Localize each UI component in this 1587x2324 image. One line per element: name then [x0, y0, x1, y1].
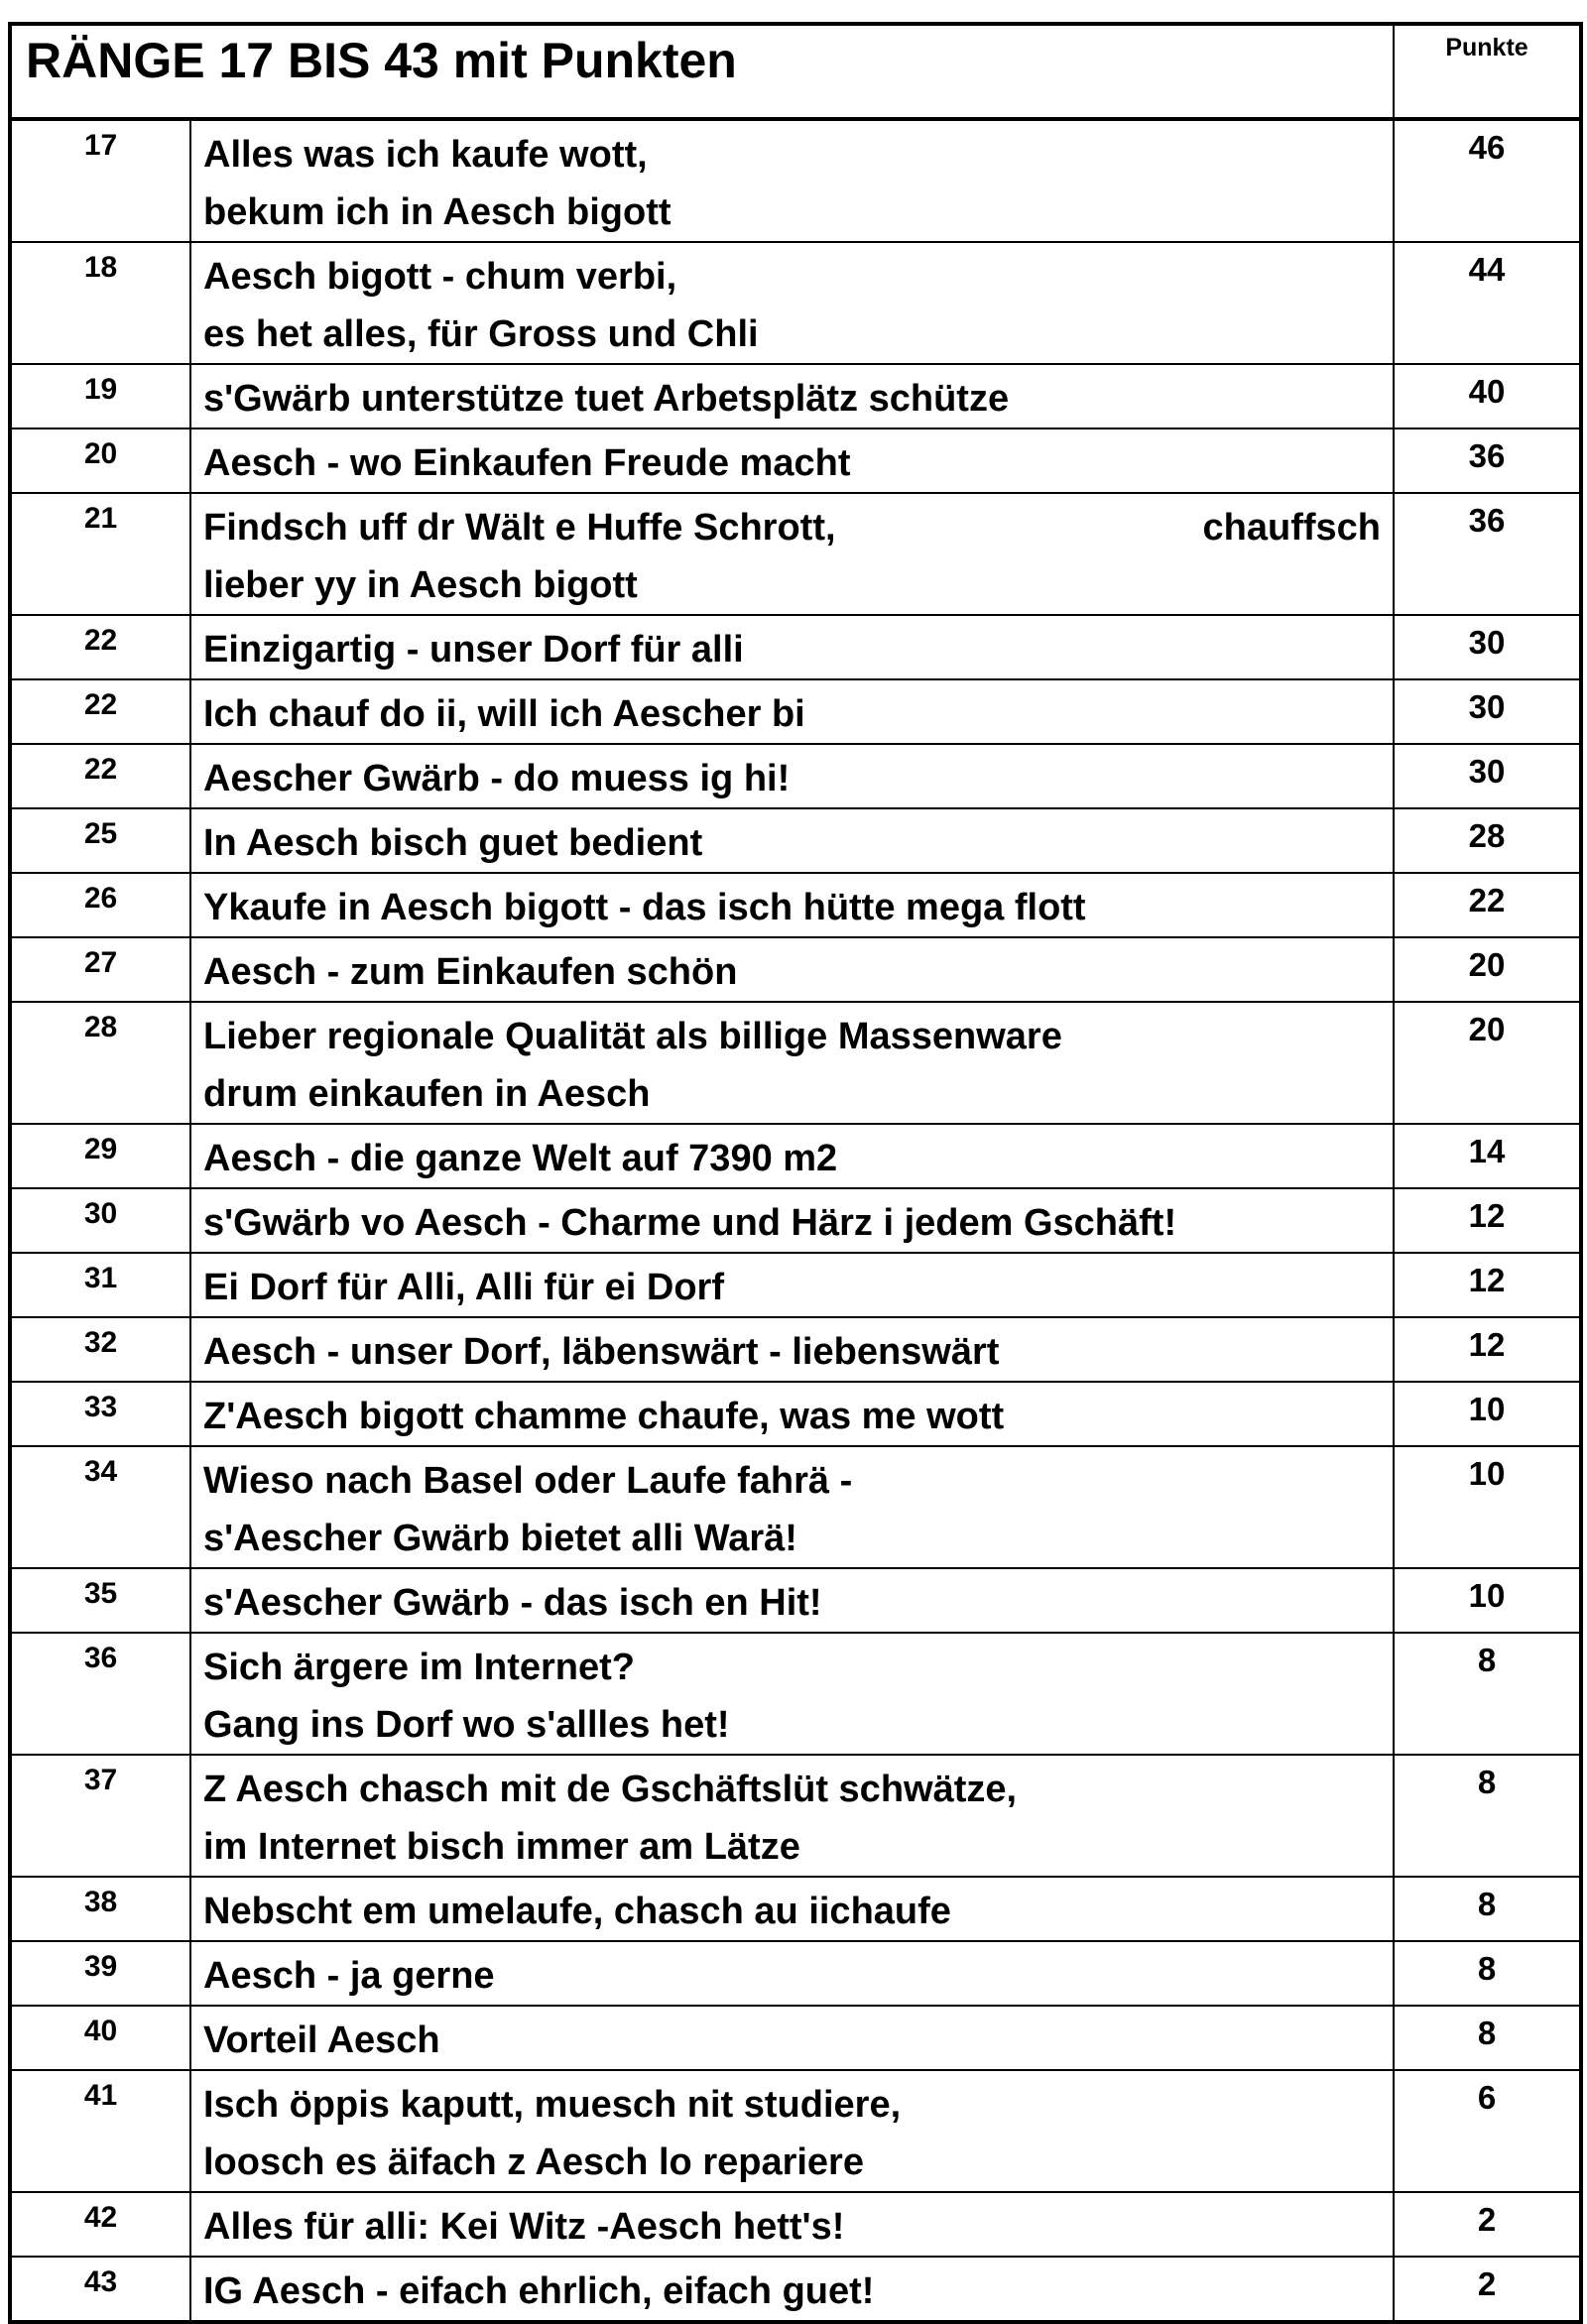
rank-cell: 30: [10, 1188, 190, 1253]
table-title: RÄNGE 17 BIS 43 mit Punkten: [10, 24, 1394, 119]
rank-cell: 33: [10, 1382, 190, 1446]
table-row: [10, 1124, 1581, 1188]
slogan-line: [203, 499, 1381, 556]
rank-cell: 22: [10, 744, 190, 808]
table-row: [10, 364, 1581, 428]
points-column-header: Punkte: [1394, 24, 1581, 119]
slogan-line: s'Aescher Gwärb bietet alli Warä!: [203, 1518, 797, 1559]
points-cell: 36: [1394, 493, 1581, 615]
slogan-line: Ich chauf do ii, will ich Aescher bi: [203, 693, 805, 735]
slogan-cell: [190, 2006, 1394, 2070]
table-row: [10, 1755, 1581, 1877]
slogan-cell: [190, 1253, 1394, 1317]
table-row: [10, 615, 1581, 679]
points-cell: 2: [1394, 2257, 1581, 2322]
points-cell: 8: [1394, 1877, 1581, 1941]
slogan-line-text: Findsch uff dr Wält e Huffe Schrott,: [203, 507, 836, 549]
slogan-cell: [190, 1446, 1394, 1568]
table-row: [10, 119, 1581, 242]
slogan-line: loosch es äifach z Aesch lo repariere: [203, 2141, 864, 2183]
table-row: [10, 2257, 1581, 2322]
rank-cell: 20: [10, 428, 190, 493]
slogan-line: Sich ärgere im Internet?: [203, 1647, 636, 1688]
rank-cell: 27: [10, 937, 190, 1002]
slogan-line: Aesch - wo Einkaufen Freude macht: [203, 442, 851, 484]
slogan-line: Aesch bigott - chum verbi,: [203, 256, 677, 298]
slogan-line: s'Aescher Gwärb - das isch en Hit!: [203, 1582, 822, 1624]
slogan-line: Alles was ich kaufe wott,: [203, 134, 648, 176]
slogan-cell: [190, 1317, 1394, 1382]
points-cell: 8: [1394, 1633, 1581, 1755]
rank-cell: 32: [10, 1317, 190, 1382]
rank-cell: 38: [10, 1877, 190, 1941]
table-row: [10, 679, 1581, 744]
slogan-line: drum einkaufen in Aesch: [203, 1073, 651, 1115]
slogan-line: s'Gwärb vo Aesch - Charme und Härz i jedem Gschäft!: [203, 1202, 1177, 1244]
points-cell: 20: [1394, 937, 1581, 1002]
points-cell: 10: [1394, 1382, 1581, 1446]
slogan-cell: [190, 937, 1394, 1002]
points-cell: 14: [1394, 1124, 1581, 1188]
points-cell: 8: [1394, 1755, 1581, 1877]
rank-cell: 40: [10, 2006, 190, 2070]
points-cell: 6: [1394, 2070, 1581, 2192]
points-cell: 28: [1394, 808, 1581, 873]
table-row: [10, 873, 1581, 937]
slogan-cell: [190, 242, 1394, 364]
slogan-cell: [190, 1568, 1394, 1633]
rank-cell: 42: [10, 2192, 190, 2257]
slogan-cell: [190, 808, 1394, 873]
points-cell: 2: [1394, 2192, 1581, 2257]
points-cell: 12: [1394, 1317, 1581, 1382]
rank-cell: 39: [10, 1941, 190, 2006]
table-row: [10, 808, 1581, 873]
slogan-line: es het alles, für Gross und Chli: [203, 313, 759, 355]
slogan-cell: [190, 2070, 1394, 2192]
rank-cell: 26: [10, 873, 190, 937]
points-cell: 44: [1394, 242, 1581, 364]
slogan-cell: [190, 1633, 1394, 1755]
ranking-table: [8, 22, 1583, 2324]
rank-cell: 36: [10, 1633, 190, 1755]
rank-cell: 37: [10, 1755, 190, 1877]
header-row: [10, 24, 1581, 119]
slogan-cell: [190, 1382, 1394, 1446]
table-row: [10, 2006, 1581, 2070]
table-row: [10, 1002, 1581, 1124]
slogan-cell: [190, 1002, 1394, 1124]
slogan-line: Ei Dorf für Alli, Alli für ei Dorf: [203, 1267, 724, 1308]
slogan-cell: [190, 1941, 1394, 2006]
table-row: [10, 1382, 1581, 1446]
slogan-line: Alles für alli: Kei Witz -Aesch hett's!: [203, 2206, 845, 2248]
slogan-cell: [190, 615, 1394, 679]
slogan-line: Ykaufe in Aesch bigott - das isch hütte mega flott: [203, 887, 1086, 928]
slogan-cell: [190, 1755, 1394, 1877]
rank-cell: 19: [10, 364, 190, 428]
rank-cell: 31: [10, 1253, 190, 1317]
slogan-cell: [190, 679, 1394, 744]
slogan-line: Aesch - unser Dorf, läbenswärt - liebenswärt: [203, 1331, 1000, 1373]
table-row: [10, 1941, 1581, 2006]
rank-cell: 22: [10, 679, 190, 744]
points-cell: 30: [1394, 615, 1581, 679]
table-row: [10, 937, 1581, 1002]
slogan-line: Einzigartig - unser Dorf für alli: [203, 629, 744, 671]
table-row: [10, 242, 1581, 364]
points-cell: 12: [1394, 1253, 1581, 1317]
table-row: [10, 1253, 1581, 1317]
slogan-cell: [190, 364, 1394, 428]
points-cell: 46: [1394, 119, 1581, 242]
points-cell: 10: [1394, 1568, 1581, 1633]
points-cell: 12: [1394, 1188, 1581, 1253]
points-cell: 36: [1394, 428, 1581, 493]
slogan-line: bekum ich in Aesch bigott: [203, 191, 671, 233]
slogan-line: Gang ins Dorf wo s'allles het!: [203, 1704, 730, 1746]
slogan-line: Z'Aesch bigott chamme chaufe, was me wott: [203, 1396, 1005, 1437]
rank-cell: 25: [10, 808, 190, 873]
slogan-line: Aesch - zum Einkaufen schön: [203, 951, 738, 993]
slogan-cell: [190, 1188, 1394, 1253]
table-row: [10, 1188, 1581, 1253]
slogan-cell: [190, 493, 1394, 615]
rank-cell: 35: [10, 1568, 190, 1633]
slogan-line: In Aesch bisch guet bedient: [203, 822, 703, 864]
slogan-line: lieber yy in Aesch bigott: [203, 564, 638, 606]
slogan-cell: [190, 2192, 1394, 2257]
slogan-line: Vorteil Aesch: [203, 2019, 440, 2061]
slogan-line: s'Gwärb unterstütze tuet Arbetsplätz schütze: [203, 378, 1010, 420]
points-cell: 22: [1394, 873, 1581, 937]
table-row: [10, 428, 1581, 493]
slogan-line: Aesch - die ganze Welt auf 7390 m2: [203, 1138, 838, 1179]
points-cell: 40: [1394, 364, 1581, 428]
slogan-cell: [190, 873, 1394, 937]
slogan-cell: [190, 1877, 1394, 1941]
points-cell: 20: [1394, 1002, 1581, 1124]
slogan-line: Aescher Gwärb - do muess ig hi!: [203, 758, 791, 799]
table-row: [10, 1446, 1581, 1568]
table-row: [10, 744, 1581, 808]
table-row: [10, 1877, 1581, 1941]
rank-cell: 28: [10, 1002, 190, 1124]
rank-cell: 43: [10, 2257, 190, 2322]
slogan-line: Aesch - ja gerne: [203, 1955, 495, 1997]
slogan-trailing-word: chauffsch: [1202, 507, 1382, 549]
table-row: [10, 1633, 1581, 1755]
rank-cell: 34: [10, 1446, 190, 1568]
points-cell: 8: [1394, 2006, 1581, 2070]
points-cell: 30: [1394, 679, 1581, 744]
slogan-line: Lieber regionale Qualität als billige Massenware: [203, 1016, 1062, 1057]
rank-cell: 41: [10, 2070, 190, 2192]
slogan-line: IG Aesch - eifach ehrlich, eifach guet!: [203, 2270, 875, 2312]
slogan-line: Isch öppis kaputt, muesch nit studiere,: [203, 2084, 902, 2126]
table-row: [10, 2070, 1581, 2192]
slogan-cell: [190, 1124, 1394, 1188]
slogan-cell: [190, 428, 1394, 493]
points-cell: 30: [1394, 744, 1581, 808]
slogan-cell: [190, 2257, 1394, 2322]
table-row: [10, 1568, 1581, 1633]
table-row: [10, 493, 1581, 615]
table-row: [10, 2192, 1581, 2257]
slogan-cell: [190, 744, 1394, 808]
rank-cell: 21: [10, 493, 190, 615]
rank-cell: 18: [10, 242, 190, 364]
slogan-line: im Internet bisch immer am Lätze: [203, 1826, 800, 1868]
rank-cell: 17: [10, 119, 190, 242]
rank-cell: 22: [10, 615, 190, 679]
slogan-line: Nebscht em umelaufe, chasch au iichaufe: [203, 1891, 951, 1932]
slogan-line: Wieso nach Basel oder Laufe fahrä -: [203, 1460, 853, 1502]
table-row: [10, 1317, 1581, 1382]
points-cell: 8: [1394, 1941, 1581, 2006]
slogan-line: Z Aesch chasch mit de Gschäftslüt schwätze,: [203, 1769, 1018, 1810]
points-cell: 10: [1394, 1446, 1581, 1568]
rank-cell: 29: [10, 1124, 190, 1188]
slogan-cell: [190, 119, 1394, 242]
